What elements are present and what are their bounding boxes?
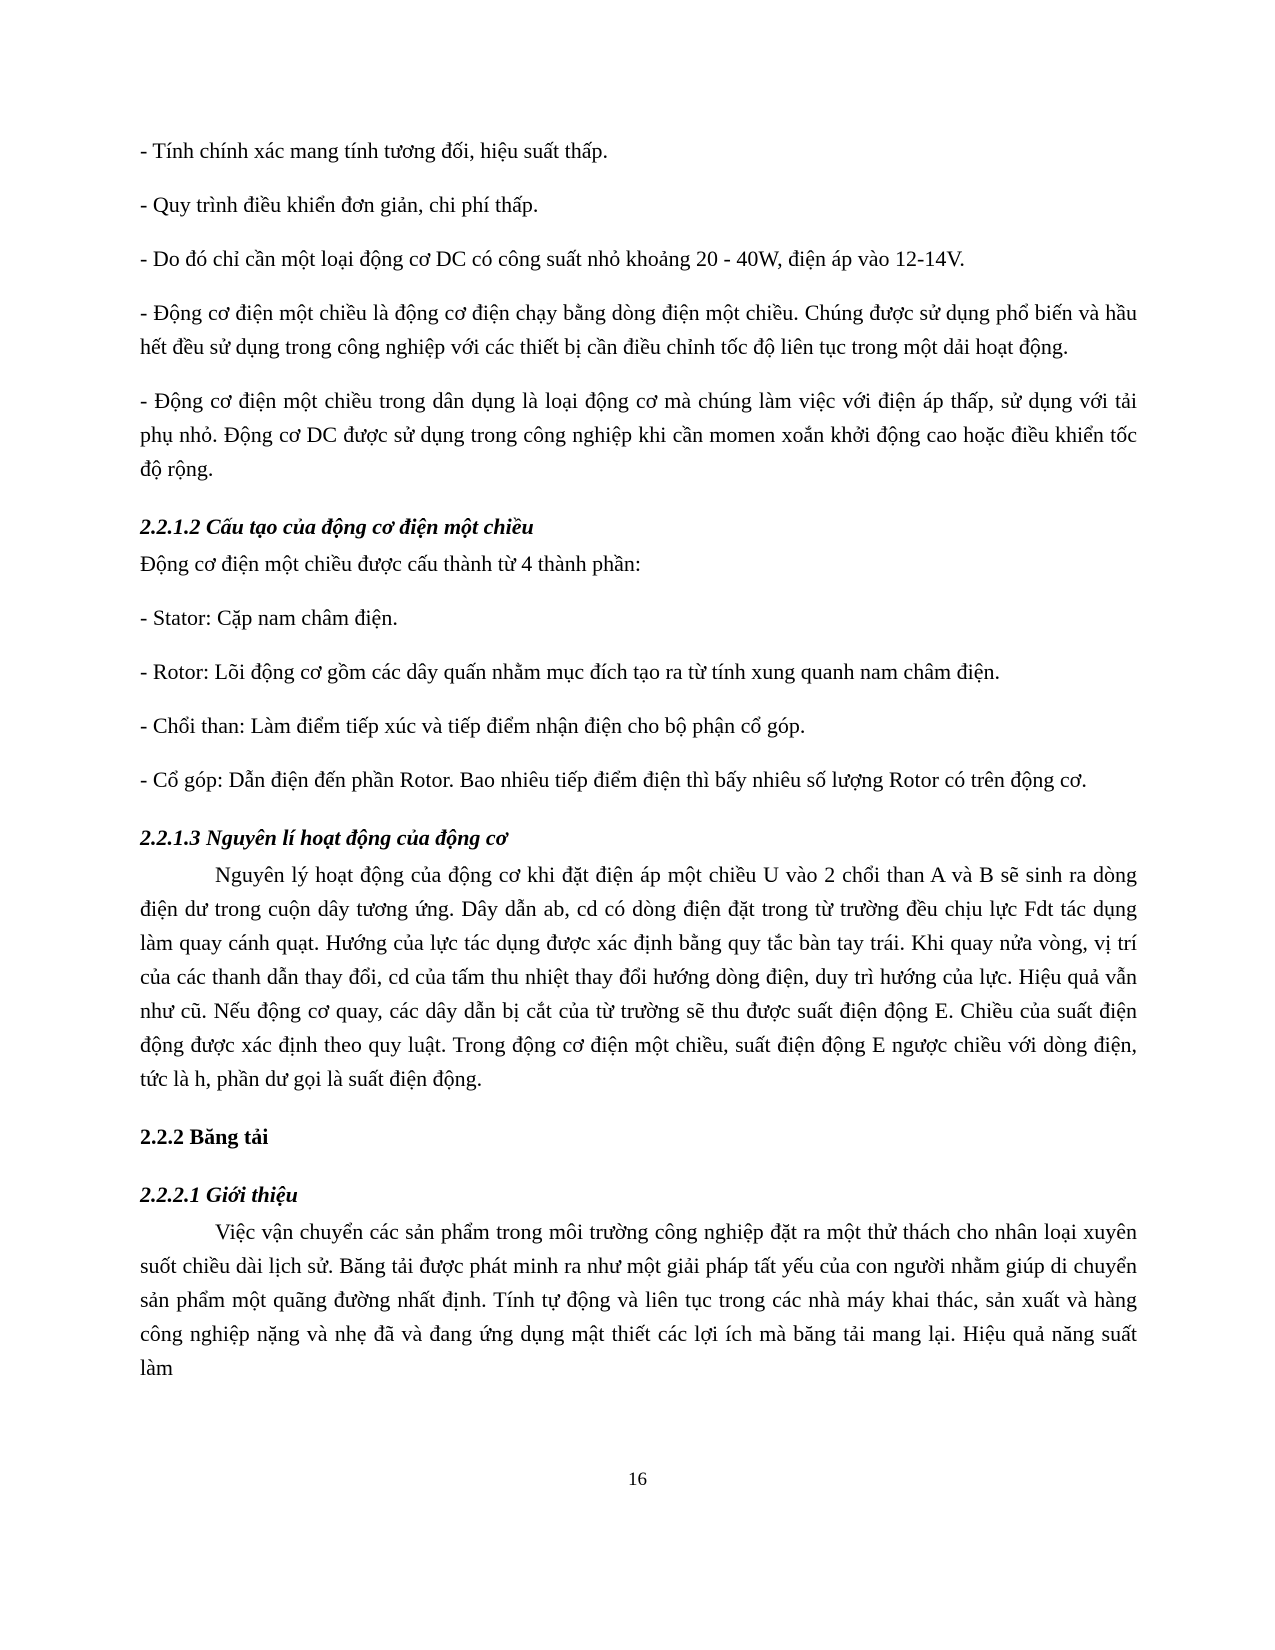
- bullet-paragraph: - Chổi than: Làm điểm tiếp xúc và tiếp điểm nhận điện cho bộ phận cổ góp.: [140, 713, 806, 738]
- subsection-heading: 2.2.2.1 Giới thiệu: [140, 1182, 298, 1207]
- page-content: [140, 134, 1137, 1385]
- bullet-paragraph: - Cổ góp: Dẫn điện đến phần Rotor. Bao nhiêu tiếp điểm điện thì bấy nhiêu số lượng Rotor có trên động cơ.: [140, 767, 1087, 792]
- page-footer: [0, 1468, 1275, 1492]
- paragraph: Nguyên lý hoạt động của động cơ khi đặt điện áp một chiều U vào 2 chổi than A và B sẽ sinh ra dòng điện dư trong cuộn dây tương ứng. Dây dẫn ab, cd có dòng điện đặt trong từ trường đều chịu lực Fdt tác dụng làm quay cánh quạt. Hướng của lực tác dụng được xác định bằng quy tắc bàn tay trái. Khi quay nửa vòng, vị trí của các thanh dẫn thay đổi, cd của tấm thu nhiệt thay đổi hướng dòng điện, duy trì hướng của lực. Hiệu quả vẫn như cũ. Nếu động cơ quay, các dây dẫn bị cắt của từ trường sẽ thu được suất điện động E. Chiều của suất điện động được xác định theo quy luật. Trong động cơ điện một chiều, suất điện động E ngược chiều với dòng điện, tức là h, phần dư gọi là suất điện động.: [140, 862, 1137, 1091]
- subsection-heading: 2.2.1.3 Nguyên lí hoạt động của động cơ: [140, 825, 508, 850]
- paragraph: Động cơ điện một chiều được cấu thành từ 4 thành phần:: [140, 551, 642, 576]
- bullet-paragraph: - Rotor: Lõi động cơ gồm các dây quấn nhằm mục đích tạo ra từ tính xung quanh nam châm điện.: [140, 659, 1000, 684]
- bullet-paragraph: - Động cơ điện một chiều là động cơ điện chạy bằng dòng điện một chiều. Chúng được sử dụng phổ biến và hầu hết đều sử dụng trong công nghiệp với các thiết bị cần điều chỉnh tốc độ liên tục trong một dải hoạt động.: [140, 300, 1137, 359]
- bullet-paragraph: - Stator: Cặp nam châm điện.: [140, 605, 398, 630]
- paragraph: Việc vận chuyển các sản phẩm trong môi trường công nghiệp đặt ra một thử thách cho nhân loại xuyên suốt chiều dài lịch sử. Băng tải được phát minh ra như một giải pháp tất yếu của con người nhằm giúp di chuyển sản phẩm một quãng đường nhất định. Tính tự động và liên tục trong các nhà máy khai thác, sản xuất và hàng công nghiệp nặng và nhẹ đã và đang ứng dụng mật thiết các lợi ích mà băng tải mang lại. Hiệu quả năng suất làm: [140, 1219, 1137, 1380]
- bullet-paragraph: - Quy trình điều khiển đơn giản, chi phí thấp.: [140, 192, 539, 217]
- bullet-paragraph: - Do đó chỉ cần một loại động cơ DC có công suất nhỏ khoảng 20 - 40W, điện áp vào 12-14V.: [140, 246, 965, 271]
- subsection-heading: 2.2.1.2 Cấu tạo của động cơ điện một chiều: [140, 514, 534, 539]
- bullet-paragraph: - Động cơ điện một chiều trong dân dụng là loại động cơ mà chúng làm việc với điện áp thấp, sử dụng với tải phụ nhỏ. Động cơ DC được sử dụng trong công nghiệp khi cần momen xoắn khởi động cao hoặc điều khiển tốc độ rộng.: [140, 388, 1137, 481]
- bullet-paragraph: - Tính chính xác mang tính tương đối, hiệu suất thấp.: [140, 138, 608, 163]
- section-heading: 2.2.2 Băng tải: [140, 1124, 269, 1149]
- page-number: 16: [628, 1469, 647, 1490]
